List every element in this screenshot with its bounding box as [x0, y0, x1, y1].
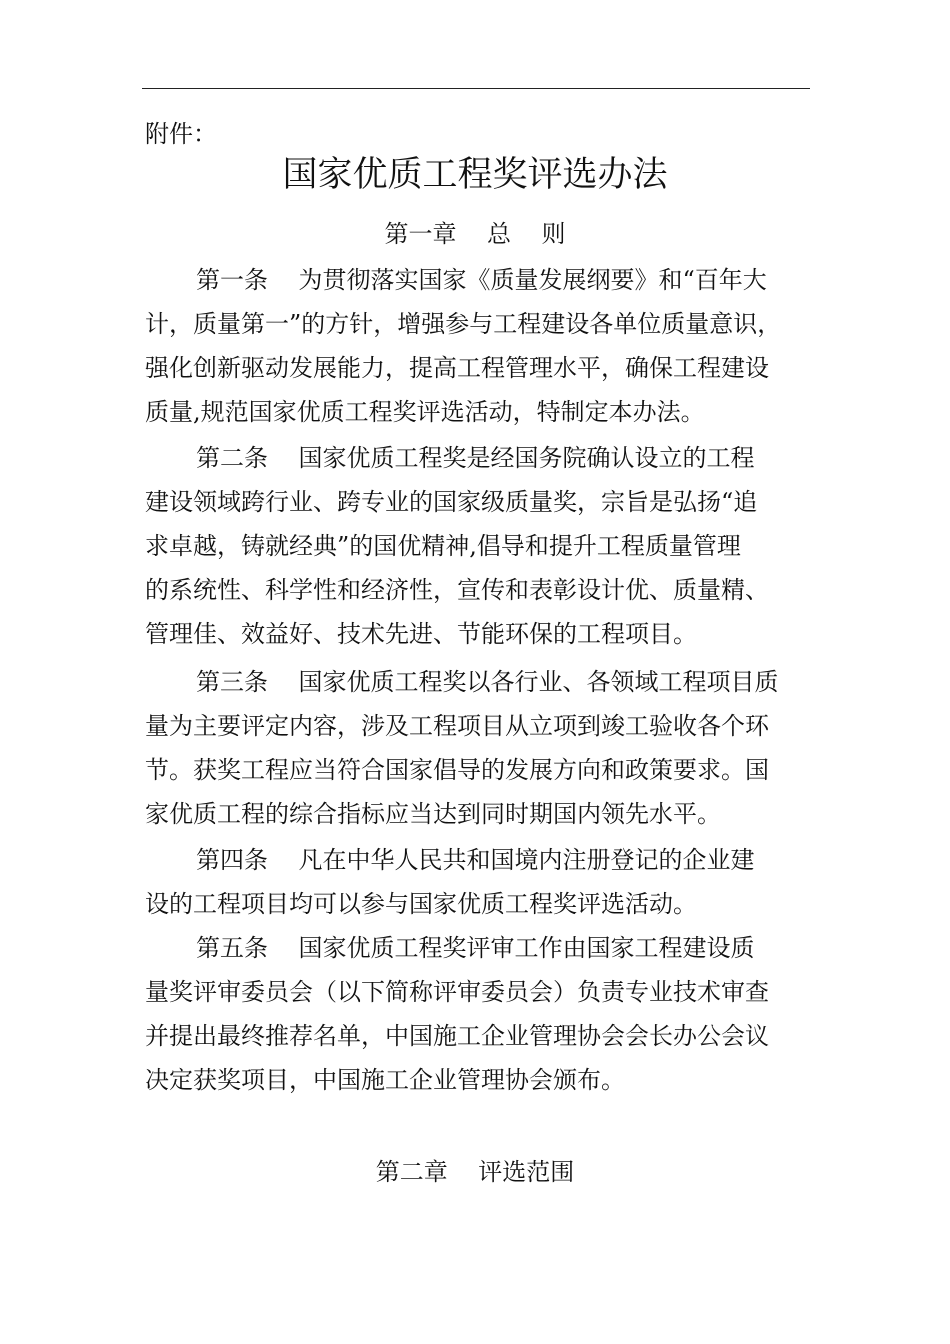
article-1 [145, 258, 835, 434]
article-line: 第三条 国家优质工程奖以各行业、各领域工程项目质 [196, 668, 779, 696]
document-title: 国家优质工程奖评选办法 [282, 155, 668, 195]
article-3 [145, 660, 835, 836]
article-4 [145, 838, 835, 926]
chapter-heading: 第二章 评选范围 [375, 1158, 575, 1186]
article-line: 建设领域跨行业、跨专业的国家级质量奖，宗旨是弘扬“追 [145, 488, 758, 516]
article-line: 决定获奖项目，中国施工企业管理协会颁布。 [145, 1066, 625, 1094]
article-line: 并提出最终推荐名单，中国施工企业管理协会会长办公会议 [145, 1022, 769, 1050]
chapter-heading: 第一章 总 则 [384, 220, 566, 248]
article-line: 第四条 凡在中华人民共和国境内注册登记的企业建 [196, 846, 755, 874]
article-5 [145, 926, 835, 1102]
article-line: 量为主要评定内容，涉及工程项目从立项到竣工验收各个环 [145, 712, 769, 740]
article-line: 量奖评审委员会（以下简称评审委员会）负责专业技术审查 [145, 978, 769, 1006]
header-rule [142, 88, 810, 89]
article-line: 强化创新驱动发展能力，提高工程管理水平，确保工程建设 [145, 354, 769, 382]
article-line: 节。获奖工程应当符合国家倡导的发展方向和政策要求。国 [145, 756, 769, 784]
article-line: 的系统性、科学性和经济性，宣传和表彰设计优、质量精、 [145, 576, 769, 604]
article-line: 求卓越，铸就经典”的国优精神,倡导和提升工程质量管理 [145, 532, 741, 560]
attachment-label: 附件： [145, 120, 217, 148]
article-line: 第二条 国家优质工程奖是经国务院确认设立的工程 [196, 444, 755, 472]
article-line: 设的工程项目均可以参与国家优质工程奖评选活动。 [145, 890, 697, 918]
article-line: 第一条 为贯彻落实国家《质量发展纲要》和“百年大 [196, 266, 767, 294]
article-line: 计，质量第一”的方针，增强参与工程建设各单位质量意识， [145, 310, 782, 338]
article-line: 第五条 国家优质工程奖评审工作由国家工程建设质 [196, 934, 755, 962]
article-2 [145, 436, 835, 656]
article-line: 家优质工程的综合指标应当达到同时期国内领先水平。 [145, 800, 721, 828]
article-line: 质量,规范国家优质工程奖评选活动，特制定本办法。 [145, 398, 705, 426]
article-line: 管理佳、效益好、技术先进、节能环保的工程项目。 [145, 620, 697, 648]
